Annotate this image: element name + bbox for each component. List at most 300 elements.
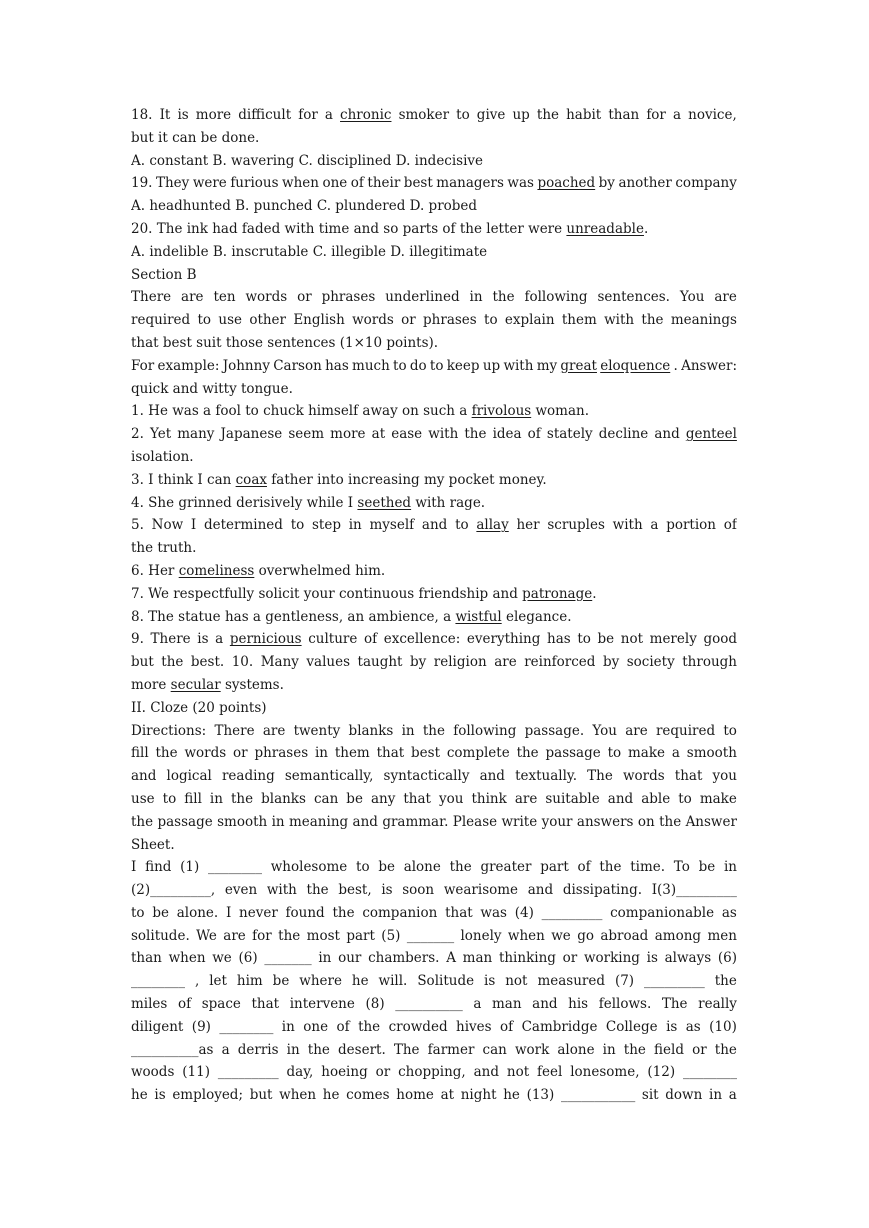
word: at	[371, 426, 386, 443]
word: with	[612, 517, 643, 534]
word: are	[714, 289, 737, 306]
text-run: with rage.	[411, 494, 486, 511]
word: woods	[131, 1064, 175, 1081]
text-line	[131, 127, 737, 150]
word: will.	[378, 973, 408, 990]
word: he	[131, 1087, 148, 1104]
word: her	[516, 517, 540, 534]
text-run: isolation.	[131, 448, 194, 465]
word: 10.	[231, 654, 254, 671]
word: Answer	[685, 813, 737, 830]
word: best	[411, 745, 441, 762]
text-line	[131, 309, 737, 332]
word: ________	[219, 1018, 274, 1035]
word: Cambridge	[521, 1018, 598, 1035]
underlined-term: allay	[476, 517, 509, 534]
word: myself	[369, 517, 415, 534]
word: are	[514, 790, 538, 807]
word: when	[507, 927, 545, 944]
word: a	[324, 107, 333, 123]
word: in	[281, 1018, 295, 1035]
word: companionable	[610, 904, 715, 921]
word: as	[685, 1018, 701, 1035]
word: that	[674, 768, 703, 785]
word: more	[330, 426, 366, 443]
word: the	[536, 107, 560, 123]
word: or	[562, 950, 578, 967]
word: farmer	[427, 1041, 475, 1058]
word: (6)	[717, 950, 737, 967]
text-line	[131, 834, 737, 857]
word: good	[703, 631, 737, 648]
word: explain	[504, 312, 555, 329]
word: in	[318, 950, 332, 967]
word: feel	[537, 1064, 563, 1081]
word: to	[393, 357, 407, 374]
word: one	[322, 175, 348, 192]
word: I	[131, 859, 137, 876]
word: never	[239, 904, 278, 921]
word: the	[714, 1041, 737, 1058]
word: You	[592, 722, 617, 739]
word: company	[675, 175, 737, 192]
word: derris	[237, 1041, 279, 1058]
word: a	[672, 107, 682, 123]
word: semantically,	[284, 768, 374, 785]
word: (6)	[238, 950, 258, 967]
word: up	[512, 107, 530, 123]
word: keep	[446, 357, 480, 374]
word: portion	[666, 517, 716, 534]
word: can	[482, 1041, 507, 1058]
word: phrases	[423, 312, 477, 329]
word: intervene	[289, 996, 355, 1013]
word: even	[224, 882, 258, 899]
word: (2)_________,	[131, 882, 216, 899]
word: other	[249, 312, 287, 329]
word: They	[155, 175, 190, 192]
word: There	[214, 722, 255, 739]
underlined-term: great	[560, 357, 597, 374]
word: meaning	[288, 813, 349, 830]
word: and	[473, 1064, 499, 1081]
word: best	[403, 175, 433, 192]
text-line	[131, 218, 737, 241]
word: man	[462, 950, 493, 967]
word: and	[352, 813, 378, 830]
text-line	[131, 514, 737, 537]
text-run: A. constant B. wavering C. disciplined D. indecisive	[131, 152, 484, 169]
underlined-term: unreadable	[566, 220, 644, 237]
word: them	[334, 745, 370, 762]
word: ease	[391, 426, 423, 443]
word: the	[714, 973, 737, 990]
text-line	[131, 788, 737, 811]
text-run: 7. We respectfully solicit your continuous friendship and	[131, 585, 523, 602]
text-run: 3. I think I can	[131, 471, 236, 488]
word: words	[245, 289, 288, 306]
word: alone.	[176, 904, 219, 921]
text-run: A. headhunted B. punched C. plundered D. probed	[131, 198, 478, 215]
text-line	[131, 423, 737, 446]
text-line	[131, 355, 737, 378]
word: complete	[446, 745, 510, 762]
word: and	[527, 882, 554, 899]
word: We	[196, 927, 217, 944]
word: men	[707, 927, 737, 944]
word: when	[168, 950, 206, 967]
word: another	[618, 175, 672, 192]
word: by	[598, 175, 615, 192]
text-line	[131, 537, 737, 560]
text-run: systems.	[220, 676, 284, 693]
word: that	[251, 996, 280, 1013]
word: man	[492, 996, 522, 1013]
word: ________	[131, 973, 185, 990]
word: abroad	[600, 927, 649, 944]
word: of	[577, 859, 591, 876]
word: managers	[436, 175, 504, 192]
word: a	[728, 1087, 737, 1104]
word: hoeing	[321, 1064, 368, 1081]
word: to	[456, 107, 470, 123]
word: work	[514, 1041, 550, 1058]
word: by	[410, 654, 427, 671]
word: in	[286, 1041, 300, 1058]
text-run: that best suit those sentences (1×10 points).	[131, 334, 439, 351]
text-line	[131, 993, 737, 1016]
word: employed;	[172, 1087, 243, 1104]
text-line	[131, 332, 737, 355]
text-line	[131, 879, 737, 902]
word: of	[500, 1018, 514, 1035]
word: most	[306, 927, 340, 944]
text-line	[131, 1016, 737, 1039]
word: and	[532, 996, 558, 1013]
word: blanks	[348, 722, 394, 739]
word: or	[233, 745, 248, 762]
word: to	[356, 859, 370, 876]
word: phrases	[254, 745, 309, 762]
word: Solitude	[417, 973, 475, 990]
word: Many	[260, 654, 299, 671]
underlined-term: comeliness	[178, 562, 255, 579]
word: The	[661, 996, 688, 1013]
text-run: A. indelible B. inscrutable C. illegible D. illegitimate	[131, 243, 488, 260]
text-run: .	[643, 220, 649, 237]
word: and	[479, 768, 505, 785]
word: 9.	[131, 631, 144, 648]
text-line	[131, 606, 737, 629]
word: comes	[346, 1087, 390, 1104]
text-line	[131, 150, 737, 173]
word: for	[298, 107, 318, 123]
word: your	[541, 813, 573, 830]
word: 2.	[131, 426, 144, 443]
text-run: elegance.	[501, 608, 572, 625]
word: taught	[357, 654, 403, 671]
text-run: quick and witty tongue.	[131, 380, 293, 397]
word: has	[547, 631, 571, 648]
word: are	[181, 289, 204, 306]
word: To	[673, 859, 690, 876]
word: the	[599, 859, 622, 876]
text-line	[131, 583, 737, 606]
word: fill	[131, 745, 149, 762]
word: with	[604, 312, 635, 329]
word: when	[279, 1087, 317, 1104]
word: but	[131, 654, 154, 671]
word: (12)	[647, 1064, 676, 1081]
word: twenty	[293, 722, 341, 739]
word: _______	[264, 950, 312, 967]
word: was	[507, 175, 534, 192]
word: Please	[452, 813, 498, 830]
word: (4)	[514, 904, 534, 921]
word: desert.	[338, 1041, 386, 1058]
word: reinforced	[524, 654, 596, 671]
word: (13)	[526, 1087, 555, 1104]
word: For	[131, 357, 155, 374]
underlined-term: wistful	[455, 608, 502, 625]
word: wearisome	[443, 882, 519, 899]
word: Answer:	[681, 357, 737, 374]
word: (1)	[180, 859, 200, 876]
word: are	[223, 927, 246, 944]
word: phrases	[321, 289, 376, 306]
word: are	[262, 722, 286, 739]
word: the	[623, 1041, 646, 1058]
word: in	[709, 1087, 723, 1104]
word: crowded	[388, 1018, 448, 1035]
word: in	[209, 790, 223, 807]
word: through	[682, 654, 737, 671]
word: in	[469, 289, 483, 306]
word: but	[249, 1087, 273, 1104]
text-line	[131, 925, 737, 948]
text-run: Section B	[131, 266, 197, 283]
word: to	[577, 631, 591, 648]
word: The	[587, 768, 613, 785]
text-run: II. Cloze (20 points)	[131, 699, 267, 716]
word: I	[190, 517, 197, 534]
word: among	[654, 927, 702, 944]
word: be	[346, 790, 363, 807]
word: (9)	[191, 1018, 211, 1035]
text-line	[131, 697, 737, 720]
word: lonesome,	[570, 1064, 640, 1081]
word: he	[322, 1087, 340, 1104]
word: to	[429, 357, 444, 374]
word: to	[197, 312, 212, 329]
text-run: the truth.	[131, 540, 197, 557]
word: __________	[395, 996, 463, 1013]
word: the	[278, 927, 301, 944]
word: in	[401, 722, 415, 739]
word: be	[378, 859, 395, 876]
word: _________	[541, 904, 603, 921]
underlined-term: coax	[235, 471, 267, 488]
word: a	[473, 996, 482, 1013]
word: our	[338, 950, 362, 967]
word: many	[177, 426, 215, 443]
word: __________as	[131, 1041, 214, 1058]
word: down	[665, 1087, 703, 1104]
word: There	[150, 631, 191, 648]
word: words	[622, 768, 665, 785]
word: best,	[338, 882, 372, 899]
word: or	[401, 312, 416, 329]
word: Japanese	[220, 426, 283, 443]
word: Directions:	[131, 722, 207, 739]
word: with	[266, 882, 297, 899]
word: English	[293, 312, 345, 329]
word: my	[536, 357, 558, 374]
word: use	[218, 312, 242, 329]
word: (7)	[614, 973, 635, 990]
word: a	[650, 517, 659, 534]
word: at	[440, 1087, 455, 1104]
word: thinking	[498, 950, 556, 967]
word: is	[666, 1018, 678, 1035]
word: required	[655, 722, 716, 739]
word: syntactically	[383, 768, 470, 785]
word: were	[192, 175, 227, 192]
word: smoker	[398, 107, 450, 123]
word: ________	[683, 1064, 737, 1081]
word: measured	[537, 973, 605, 990]
word: (5)	[381, 927, 401, 944]
word: dissipating.	[562, 882, 643, 899]
word: I(3)_________	[651, 882, 737, 899]
word: College	[605, 1018, 658, 1035]
word: of	[350, 175, 364, 192]
word: as	[721, 904, 737, 921]
word: solitude.	[131, 927, 190, 944]
word: their	[367, 175, 401, 192]
word: logical	[166, 768, 212, 785]
word: with	[503, 357, 534, 374]
text-run: 4. She grinned derisively while I	[131, 494, 358, 511]
word: passage	[157, 813, 213, 830]
word: alone	[557, 1041, 595, 1058]
word: is	[177, 107, 189, 123]
text-line	[131, 674, 737, 697]
word: lonely	[460, 927, 502, 944]
word: (11)	[182, 1064, 210, 1081]
word: one	[303, 1018, 329, 1035]
word: be	[152, 904, 169, 921]
word: by	[602, 654, 620, 671]
word: sit	[641, 1087, 659, 1104]
word: find	[145, 859, 172, 876]
word: Carson	[273, 357, 322, 374]
word: (8)	[365, 996, 385, 1013]
word: for	[646, 107, 666, 123]
word: companion	[362, 904, 438, 921]
word: any	[370, 790, 396, 807]
word: of	[723, 517, 737, 534]
text-run: woman.	[531, 403, 590, 420]
text-line	[131, 469, 737, 492]
word: part	[346, 927, 375, 944]
word: ten	[213, 289, 236, 306]
word: smooth	[686, 745, 737, 762]
word: on	[637, 813, 655, 830]
word: give	[476, 107, 506, 123]
word: field	[654, 1041, 684, 1058]
word: to	[484, 312, 498, 329]
word: idea	[492, 426, 522, 443]
word: to	[607, 745, 622, 762]
word: not	[505, 973, 528, 990]
word: than	[608, 107, 640, 123]
word: passage.	[524, 722, 585, 739]
word: of	[363, 631, 378, 648]
text-run: 20. The ink had faded with time and so parts of the letter were	[131, 220, 567, 237]
word: be	[698, 859, 716, 876]
word: let	[209, 973, 227, 990]
word: part	[540, 859, 569, 876]
word: decline	[598, 426, 649, 443]
word: example:	[157, 357, 220, 374]
text-line	[131, 172, 737, 195]
word: the	[230, 790, 254, 807]
word: the	[449, 859, 472, 876]
word: suitable	[545, 790, 600, 807]
word: alone	[403, 859, 441, 876]
word: answers	[576, 813, 634, 830]
text-line	[131, 195, 737, 218]
word: up	[482, 357, 501, 374]
word: and	[607, 790, 634, 807]
word: be	[597, 631, 615, 648]
word: are	[625, 722, 648, 739]
word: determined	[203, 517, 283, 534]
word: step	[312, 517, 341, 534]
word: and	[654, 426, 680, 443]
text-run: more	[131, 676, 171, 693]
word: was	[480, 904, 507, 921]
word: furious	[230, 175, 279, 192]
underlined-term: genteel	[685, 426, 737, 443]
word: that	[403, 790, 431, 807]
word: we	[551, 927, 571, 944]
word: is	[197, 631, 209, 648]
word: in	[602, 1041, 616, 1058]
word: with	[428, 426, 459, 443]
word: the	[464, 426, 487, 443]
text-run: .	[592, 585, 597, 602]
word: a	[221, 1041, 230, 1058]
word: best.	[190, 654, 225, 671]
word: grammar.	[382, 813, 449, 830]
word: chambers.	[368, 950, 440, 967]
text-line	[131, 1039, 737, 1062]
word: is	[381, 882, 393, 899]
word: and	[131, 768, 157, 785]
underlined-term: chronic	[340, 107, 392, 123]
text-run: Sheet.	[131, 836, 175, 853]
word: the	[307, 1041, 330, 1058]
word: hives	[456, 1018, 492, 1035]
word: in	[271, 813, 285, 830]
word: Now	[151, 517, 184, 534]
text-line	[131, 241, 737, 264]
word: textually.	[515, 768, 578, 785]
word: home	[396, 1087, 434, 1104]
text-line	[131, 1084, 737, 1107]
